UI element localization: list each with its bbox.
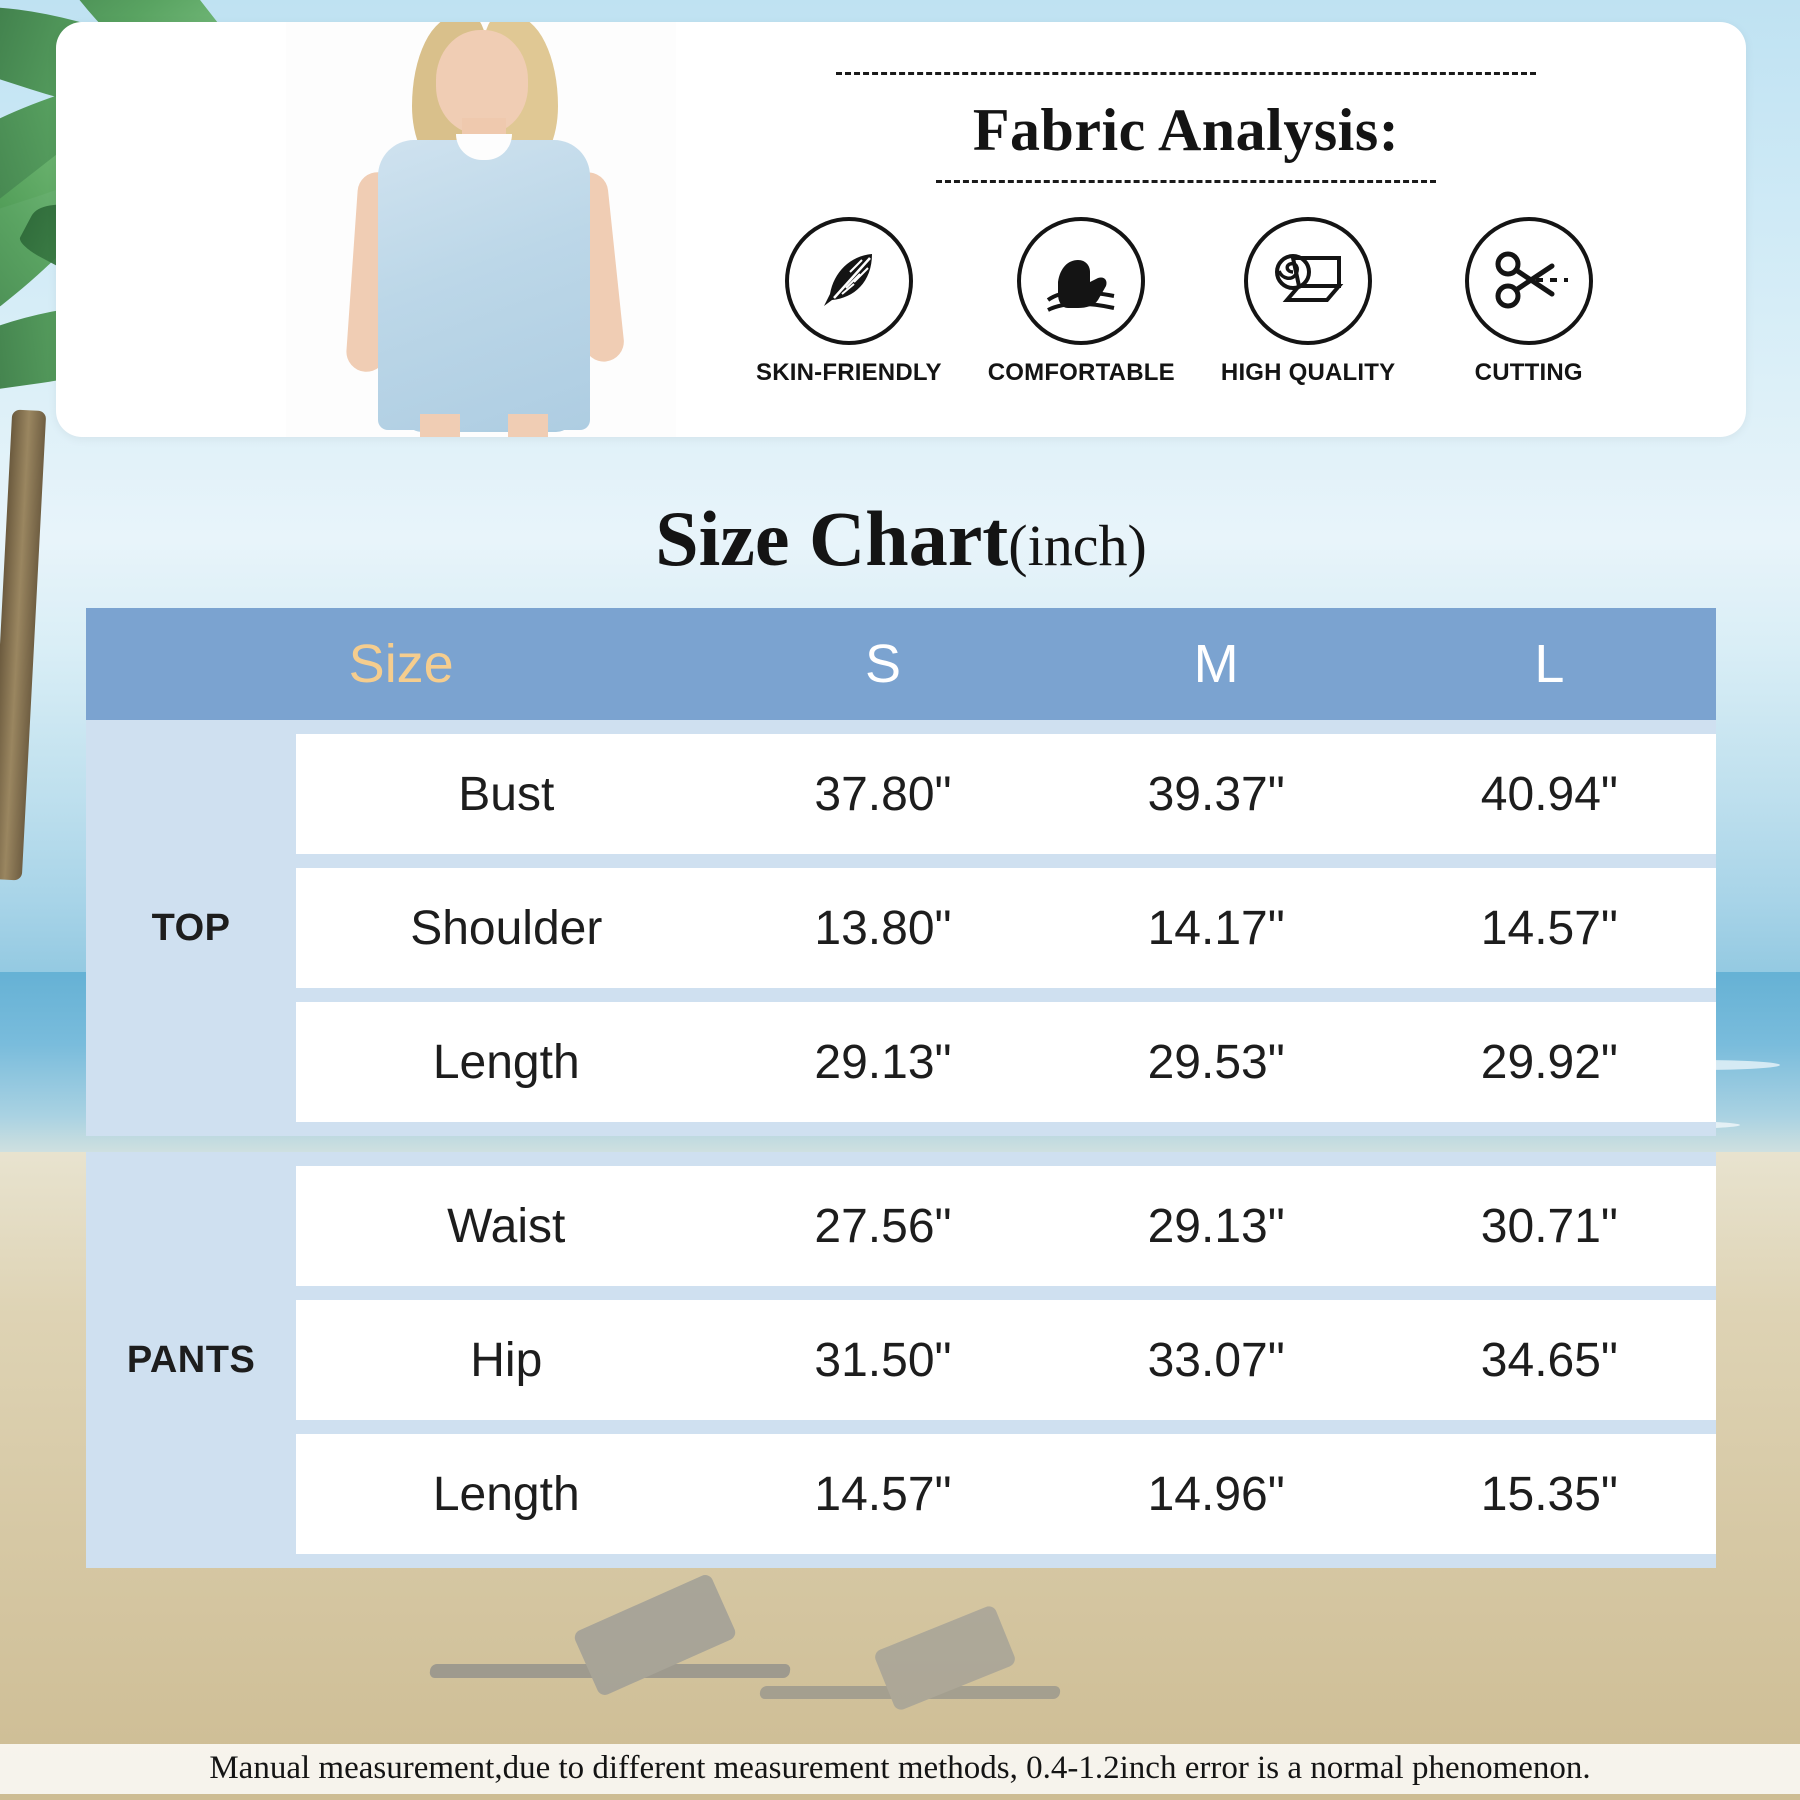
hand-touch-icon (1017, 217, 1145, 345)
group-spacer (86, 1152, 1716, 1166)
beach-lounger (760, 1652, 1090, 1748)
size-chart-unit: (inch) (1008, 513, 1147, 578)
fabric-feature-label: COMFORTABLE (987, 359, 1175, 386)
row-label: Length (296, 1434, 716, 1554)
row-value-l: 15.35" (1383, 1434, 1716, 1554)
row-value-m: 14.17" (1050, 868, 1383, 988)
group-label-pants: PANTS (86, 1166, 296, 1554)
fabric-feature-item (988, 217, 1175, 387)
fabric-feature-item (756, 217, 942, 387)
group-spacer (86, 1122, 1716, 1136)
table-row (86, 868, 1716, 988)
row-value-m: 29.13" (1050, 1166, 1383, 1286)
fabric-analysis-panel (756, 72, 1616, 387)
fabric-roll-icon (1244, 217, 1372, 345)
fabric-feature-label: CUTTING (1474, 359, 1583, 386)
fabric-feature-item (1441, 217, 1616, 387)
group-label-top: TOP (86, 734, 296, 1122)
row-label: Shoulder (296, 868, 716, 988)
row-value-m: 33.07" (1050, 1300, 1383, 1420)
size-chart-title-text: Size Chart (655, 495, 1009, 582)
row-value-s: 31.50" (716, 1300, 1049, 1420)
row-value-s: 29.13" (716, 1002, 1049, 1122)
row-label: Length (296, 1002, 716, 1122)
table-row (86, 1002, 1716, 1122)
size-chart-block (56, 495, 1746, 1568)
row-label: Bust (296, 734, 716, 854)
header-size-label: Size (86, 608, 716, 720)
fabric-feature-list (756, 217, 1616, 387)
row-label: Waist (296, 1166, 716, 1286)
row-value-l: 40.94" (1383, 734, 1716, 854)
feather-icon (785, 217, 913, 345)
row-spacer (86, 1286, 1716, 1300)
scissors-icon (1465, 217, 1593, 345)
row-value-l: 30.71" (1383, 1166, 1716, 1286)
table-row (86, 1166, 1716, 1286)
header-size-m: M (1050, 608, 1383, 720)
size-chart-table (86, 608, 1716, 1568)
group-spacer (86, 720, 1716, 734)
row-value-s: 37.80" (716, 734, 1049, 854)
row-value-s: 13.80" (716, 868, 1049, 988)
group-gap (86, 1136, 1716, 1152)
divider-top (836, 72, 1536, 75)
row-value-s: 27.56" (716, 1166, 1049, 1286)
row-label: Hip (296, 1300, 716, 1420)
row-value-m: 14.96" (1050, 1434, 1383, 1554)
row-spacer (86, 988, 1716, 1002)
size-chart-title (56, 495, 1746, 582)
fabric-analysis-title: Fabric Analysis: (972, 97, 1400, 163)
row-value-l: 14.57" (1383, 868, 1716, 988)
row-spacer (86, 1420, 1716, 1434)
model-photo (286, 22, 676, 437)
header-size-l: L (1383, 608, 1716, 720)
fabric-feature-label: HIGH QUALITY (1220, 359, 1396, 386)
table-row (86, 1434, 1716, 1554)
row-value-m: 39.37" (1050, 734, 1383, 854)
header-size-s: S (716, 608, 1049, 720)
group-spacer (86, 1554, 1716, 1568)
row-value-m: 29.53" (1050, 1002, 1383, 1122)
table-row (86, 1300, 1716, 1420)
row-value-l: 34.65" (1383, 1300, 1716, 1420)
row-value-s: 14.57" (716, 1434, 1049, 1554)
row-value-l: 29.92" (1383, 1002, 1716, 1122)
fabric-feature-label: SKIN-FRIENDLY (756, 359, 942, 386)
table-header-row (86, 608, 1716, 720)
table-row (86, 734, 1716, 854)
measurement-disclaimer: Manual measurement,due to different measurement methods, 0.4-1.2inch error is a normal phenomenon. (0, 1744, 1800, 1794)
fabric-analysis-card (56, 22, 1746, 437)
row-spacer (86, 854, 1716, 868)
fabric-feature-item (1221, 217, 1396, 387)
divider-bottom (936, 180, 1436, 183)
